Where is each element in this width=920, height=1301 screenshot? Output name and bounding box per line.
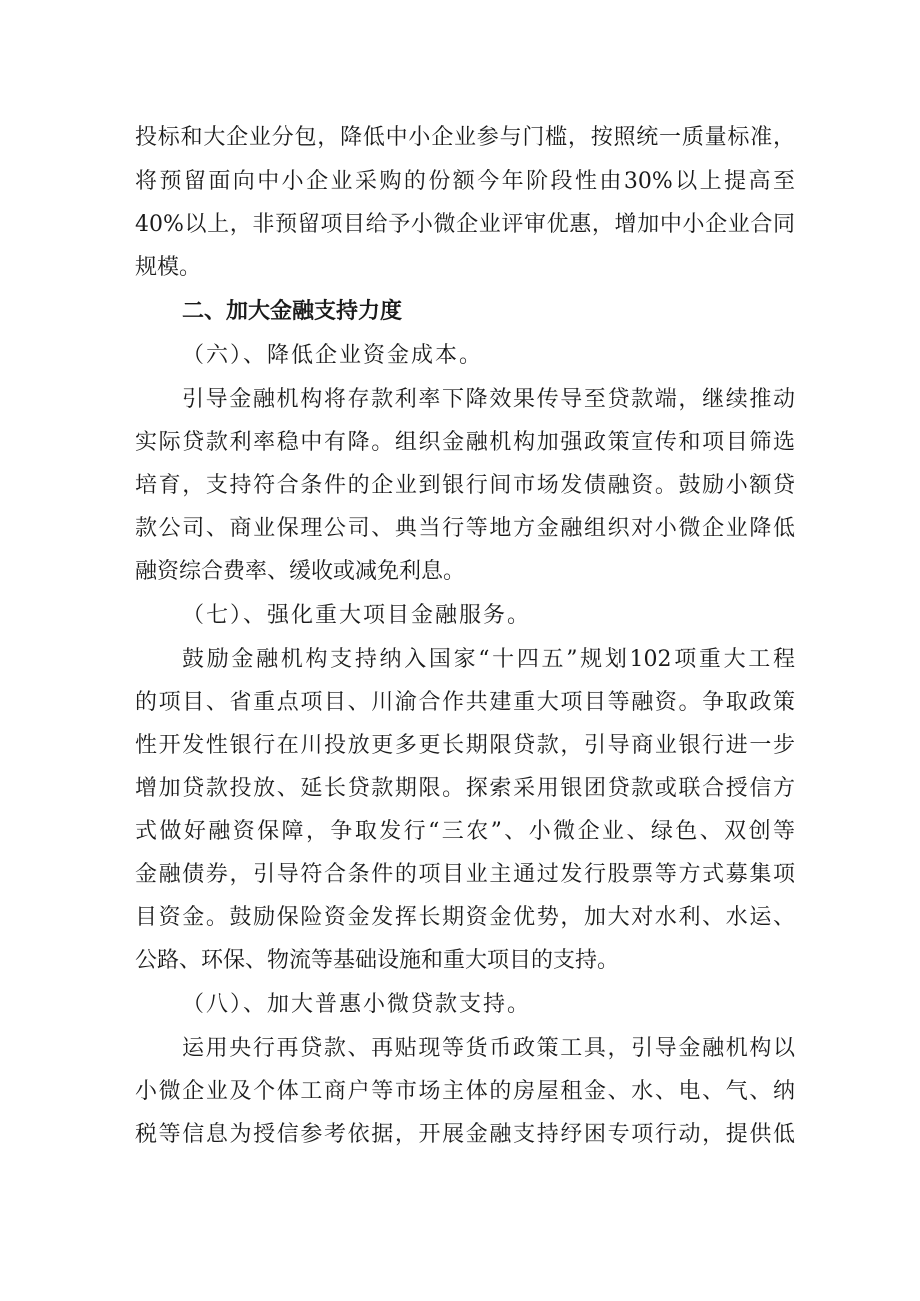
paragraph-line: 式做好融资保障，争取发行“三农”、小微企业、绿色、双创等 <box>135 819 795 844</box>
paragraph-line: 增加贷款投放、延长贷款期限。探索采用银团贷款或联合授信方 <box>135 776 795 801</box>
paragraph-line: 实际贷款利率稳中有降。组织金融机构加强政策宣传和项目筛选 <box>135 430 795 455</box>
paragraph-line: 款公司、商业保理公司、典当行等地方金融组织对小微企业降低 <box>135 516 795 541</box>
paragraph-line: 将预留面向中小企业采购的份额今年阶段性由30%以上提高至 <box>135 169 795 194</box>
paragraph-line: 融资综合费率、缓收或减免利息。 <box>135 559 466 584</box>
paragraph-line: 40%以上，非预留项目给予小微企业评审优惠，增加中小企业合同 <box>135 212 795 237</box>
paragraph-line: 小微企业及个体工商户等市场主体的房屋租金、水、电、气、纳 <box>135 1079 795 1104</box>
paragraph-line: 公路、环保、物流等基础设施和重大项目的支持。 <box>135 948 620 973</box>
paragraph-line: 培育，支持符合条件的企业到银行间市场发债融资。鼓励小额贷 <box>135 473 795 498</box>
paragraph-line: 金融债券，引导符合条件的项目业主通过发行股票等方式募集项 <box>135 862 795 887</box>
paragraph-line: 的项目、省重点项目、川渝合作共建重大项目等融资。争取政策 <box>135 690 795 715</box>
paragraph-line: 目资金。鼓励保险资金发挥长期资金优势，加大对水利、水运、 <box>135 905 795 930</box>
paragraph-line: 规模。 <box>135 255 202 280</box>
paragraph-line: 引导金融机构将存款利率下降效果传导至贷款端，继续推动 <box>182 387 795 412</box>
item-title: （六）、降低企业资金成本。 <box>182 343 484 368</box>
paragraph-line: 投标和大企业分包，降低中小企业参与门槛，按照统一质量标准， <box>135 125 795 150</box>
paragraph-line: 税等信息为授信参考依据，开展金融支持纾困专项行动，提供低 <box>135 1122 795 1147</box>
section-heading: 二、加大金融支持力度 <box>182 299 403 324</box>
paragraph-line: 运用央行再贷款、再贴现等货币政策工具，引导金融机构以 <box>182 1036 795 1061</box>
paragraph-line: 鼓励金融机构支持纳入国家“十四五”规划102项重大工程 <box>182 647 795 672</box>
item-title: （七）、强化重大项目金融服务。 <box>182 603 532 628</box>
item-title: （八）、加大普惠小微贷款支持。 <box>182 992 532 1017</box>
paragraph-line: 性开发性银行在川投放更多更长期限贷款，引导商业银行进一步 <box>135 733 795 758</box>
